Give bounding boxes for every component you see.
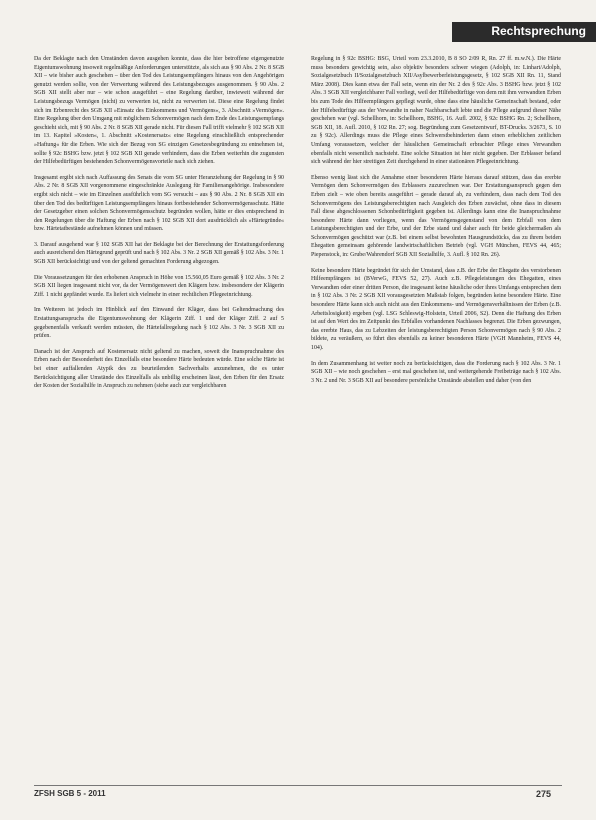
- page-number: 275: [536, 789, 552, 799]
- journal-citation: ZFSH SGB 5 - 2011: [34, 789, 106, 798]
- section-header: [452, 22, 596, 42]
- paragraph: Danach ist der Anspruch auf Kostenersatz nicht geltend zu machen, soweit die Inanspruchnahme des Erben nach der Besonderheit des Einzelfalls eine besondere Härte bedeuten würde. Eine solche Härte ist bei einer auffallenden Atypik des zu beurteilenden Sachverhalts anzunehmen, die es unter Berücksichtigung aller Umstände des Einzelfalls als unbillig erscheinen lässt, den Erben für den Ersatz der Kosten der Sozialhilfe in Anspruch zu nehmen (siehe auch zur vergleichbaren: [34, 348, 284, 390]
- paragraph: Im Weiteren ist jedoch im Hinblick auf den Einwand der Kläger, dass bei Geltendmachung des Erstattungsanspruchs die Eigentumswohnung der Klägerin Ziff. 1 und der Kläger Ziff. 2 auf 5 gegebenenfalls verkauft werden müssten, die Härtefallregelung nach § 102 Abs. 3 Nr. 3 SGB XII zu prüfen.: [34, 307, 284, 340]
- paragraph: Insgesamt ergibt sich nach Auffassung des Senats die vom SG unter Heranziehung der Regelung in § 90 Abs. 2 Nr. 8 SGB XII vorgenommene eingeschränkte Auslegung für Familienangehörige. Insbesondere ergibt sich nicht – wie im Einzelnen ausführlich vom SG versucht – aus § 90 Abs. 2 Nr. 8 SGB XII ein über den Tod des bedürftigen Leistungsempfängers hinaus fortbestehender Schonvermögensschutz. Hätte der Gesetzgeber einen solchen Schonvermögensschutz begründen wollen, hätte er dies entsprechend in den Regelungen über die Haftung der Erben nach § 102 SGB XII dort ausdrücklich als »Härtegründe« bzw. Härtetatbestände aufnehmen können und müssen.: [34, 174, 284, 233]
- paragraph: Keine besondere Härte begründet für sich der Umstand, dass z.B. der Erbe der Ehegatte des verstorbenen Hilfeempfängers ist (BVerwG, FEVS 52, 27). Auch z.B. Pflegeleistungen des Ehegatten, eines Verwandten oder einer dritten Person, die insgesamt keine häusliche oder ihres Umfangs entsprechen dem in § 102 Abs. 3 Nr. 2 SGB XII vorausgesetzten Maßstab folgen, begründen keine besondere Härte. Eine besondere Härte kann sich auch nicht aus den Einkommens- und Vermögensverhältnissen der Erben (z.B. Arbeitslosigkeit) ergeben (vgl. LSG Schleswig-Holstein, Urteil 2006, S2). Denn die Haftung des Erben ist auf den Wert des im Zeitpunkt des Erbfalles vorhandenen Nachlasses begrenzt. Die Erben gezwungen, das ererbte Haus, das zu Lebzeiten der leistungsberechtigten Person Schonvermögen nach § 90 Abs. 2 bildete, zu veräußern, so führt dies ebenfalls zu keiner besonderen Härte (VGH Mannheim, FEVS 44, 104).: [311, 267, 561, 351]
- paragraph: Da der Beklagte nach den Umständen davon ausgehen konnte, dass die hier betroffene eigengenutzte Eigentumswohnung insoweit regelmäßige Anforderungen unterstützte, als sich aus § 90 Abs. 2 Nr. 8 SGB XII – wie bisher auch geschehen – über den Tod des Leistungsempfängers hinaus von den Angehörigen genutzt werden sollte, von der Verwertung während des Leistungsbezuges ausgenommen. § 90 Abs. 2 SGB XII stellt aber nur – wie schon ausgeführt – eine Regelung darüber, inwieweit während der Leistungsbezugs Vermögen (nicht) zu verwerten ist, nicht zu verwerten ist. Diese eine Regelung findet sich im Erbenrecht des SGB XII »Einsatz des Einkommens und Vermögens«, 3. Abschnitt »Vermögen«. Eine Regelung über den Umgang mit möglichem Schonvermögen nach dem Ende des Leistungsempfangs geschieht sich, mit § 90 Abs. 2 Nr. 8 SGB XII gerade nicht. Für diesen Fall trifft vielmehr § 102 SGB XII im 13. Kapitel »Kosten«, 1. Abschnitt »Kostenersatz« eine Regelung einschließlich entsprechender »Haftung« für die Erben. Wie sich der Bezug von SG einzigen Gesetzesbegründung zu entnehmen ist, sollte § 92c BSHG bzw. jetzt § 102 SGB XII gerade verhindern, dass die Erben weiterhin die zugunsten der Hilfebedürftigen bestehenden Schonvermögensvorteile nach sich ziehen.: [34, 56, 284, 166]
- paragraph: Regelung in § 92c BSHG: BSG, Urteil vom 23.3.2010, B 8 SO 2/09 R, Rn. 27 ff. m.w.N.). Die Härte muss besonders gewichtig sein, also objektiv besonders schwer wiegen (Adolph, in: Linhart/Adolph, Sozialgesetzbuch II/Sozialgesetzbuch XII/Asylbewerberleistungsgesetz, § 102 SGB XII Rn. 11, Stand März 2008). Dies kann etwa der Fall sein, wenn ein der Nr. 2 des § 92c Abs. 3 BSHG bzw. jetzt § 102 Abs. 3 SGB XII vergleichbarer Fall vorliegt, weil der Hilfebedürftige von dem mit ihm verwandten Erben bis zum Tode des Hilfeempfängers gepflegt wurde, ohne dass eine häusliche Gemeinschaft bestand, oder der Hilfebedürftige aus der Verwandte in naher Nachbarschaft lebte und die Pflege aufgrund dieser Nähe geschehen war (vgl. Schellhorn, in: Schellhorn, BSHG, 16. Aufl. 2002, § 92c BSHG Rn. 2; Schellhorn, SGB XII, 18. Aufl. 2010, § 102 Rn. 27; sog. Begründung zum Gesetzentwurf, BT-Drucks. 3/2673, S. 10 zu § 92c). Allerdings muss die Pflege eines Schwerstbehinderten dann einen erheblichen zeitlichen Umfang voraussetzen, welcher der häuslichen Gemeinschaft erbrachter Pflege eines Verwandten ebenfalls nicht wesentlich nachsteht. Eine solche Situation ist hier nicht gegeben. Der Erblasser befand sich während der hier streitigen Zeit durchgehend in einer stationären Pflegeeinrichtung.: [311, 56, 561, 166]
- right-column: [311, 55, 561, 777]
- paragraph: In dem Zusammenhang ist weiter noch zu berücksichtigen, dass die Forderung nach § 102 Abs. 3 Nr. 1 SGB XII – wie noch geschehen – erst mal geschehen ist, und weitergehende Freibeträge nach § 102 Abs. 3 Nr. 2 und Nr. 3 SGB XII auf besondere persönliche Umstände abstellen und daher (von den: [311, 360, 561, 384]
- paragraph: Ebenso wenig lässt sich die Annahme einer besonderen Härte hieraus darauf stützen, dass das ererbte Vermögen dem Schonvermögen des Erblassers zuzurechnen war. Der Erstattungsanspruch gegen den Erben zielt – wie oben bereits ausgeführt – gerade darauf ab, zu verhindern, dass nach dem Tod des Schonvermögens des Leistungsberechtigten nach Ausgleich des Erben zuwächst, ohne dass in diesem Fall diese abgeschlossenen Schonbedürftigkeit gegeben ist. Allerdings kann eine die Inanspruchnahme besondere Härte dann vorliegen, wenn das Vermögensgegenstand von dem Erbfall von dem Leistungsberechtigten und der Erbe, und der Erbe stand und daher auch für beide gleichermaßen als Schonvermögen geschützt war (z.B. bei einem selbst bewohnten Hausgrundstücks, das zu ihrem beiden Ehegatten gemeinsam gehörende landwirtschaftlichen Betrieb (vgl. VGH München, FEVS 44, 465; Piepenstock, in: Grube/Wahrendorf SGB XII Sozialhilfe, 3. Aufl. § 102 Rn. 26).: [311, 174, 561, 259]
- section-title: Rechtsprechung: [491, 24, 586, 38]
- paragraph: Die Voraussetzungen für den erhobenen Anspruch in Höhe von 15.560,05 Euro gemäß § 102 Abs. 3 Nr. 2 SGB XII liegen insgesamt nicht vor, da der Vermögenswert den Klägern bzw. insbesondere der Klägerin Ziff. 1 nicht gepfändet wurde. Es liefert sich vielmehr in einer rechtlichen Pflegeeinrichtung.: [34, 274, 284, 298]
- paragraph: 3. Darauf ausgehend war § 102 SGB XII hat der Beklagte bei der Berechnung der Erstattungsforderung auch ausreichend den Härtegrund geprüft und nach § 102 Abs. 3 Nr. 2 SGB XII gemäß § 102 Abs. 3 Nr. 1 SGB XII berücksichtigt und von der geltend gemachten Forderung abgezogen.: [34, 241, 284, 266]
- footer-divider: [34, 785, 562, 786]
- left-column: [34, 55, 284, 777]
